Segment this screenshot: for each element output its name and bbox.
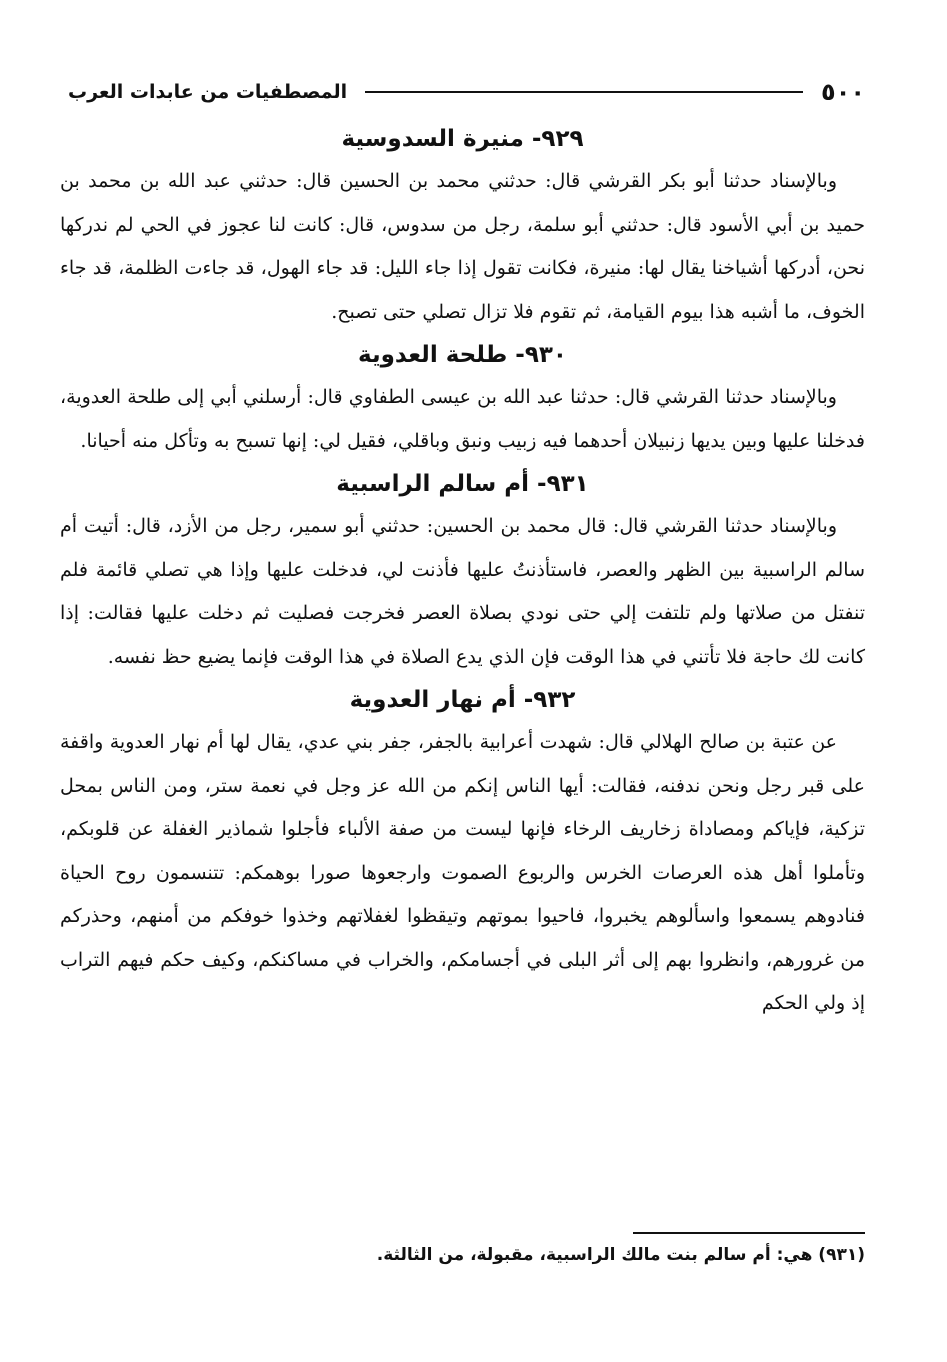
entry-929 xyxy=(60,118,865,334)
page-number: ٥٠٠ xyxy=(821,78,865,106)
entry-body: وبالإسناد حدثنا القرشي قال: قال محمد بن الحسين: حدثني أبو سمير، رجل من الأزد، قال: أتيت أم سالم الراسبية بين الظهر والعصر، فاستأذنتُ عليها فأذنت لي، فدخلت عليها وإذا هي تصلي قائمة فلم تنفتل من صلاتها ولم تلتفت إلي حتى نودي بصلاة العصر فخرجت فصليت ثم دخلت عليها فقالت: إذا كانت لك حاجة فلا تأتني في هذا الوقت فإن الذي يدع الصلاة في هذا الوقت فإنما يضيع حظ نفسه. xyxy=(60,515,865,668)
entry-931 xyxy=(60,463,865,679)
entry-932 xyxy=(60,679,865,1026)
footnote: (٩٣١) هي: أم سالم بنت مالك الراسبية، مقبولة، من الثالثة. xyxy=(376,1245,865,1265)
running-title: المصطفيات من عابدات العرب xyxy=(68,81,348,103)
entry-title: ٩٣٠- طلحة العدوية xyxy=(358,342,567,368)
entry-body: وبالإسناد حدثنا أبو بكر القرشي قال: حدثني محمد بن الحسين قال: حدثني عبد الله بن محمد بن حميد بن أبي الأسود قال: حدثني أبو سلمة، رجل من سدوس، قال: كانت لنا عجوز في الحي لم ندركها نحن، أدركها أشياخنا يقال لها: منيرة، فكانت تقول إذا جاء الليل: قد جاء الهول، قد جاءت الظلمة، قد جاء الخوف، ما أشبه هذا بيوم القيامة، ثم تقوم فلا تزال تصلي حتى تصبح. xyxy=(60,170,865,323)
page-header xyxy=(68,72,865,112)
entry-930 xyxy=(60,334,865,463)
entry-title: ٩٢٩- منيرة السدوسية xyxy=(341,126,584,152)
entry-body: عن عتبة بن صالح الهلالي قال: شهدت أعرابية بالجفر، جفر بني عدي، يقال لها أم نهار العدوية واقفة على قبر رجل ونحن ندفنه، فقالت: أيها الناس إنكم من الله عز وجل في نعمة ستر، ومن الناس بمحل تزكية، فإياكم ومصاداة زخاريف الرخاء فإنها ليست من صفة الألباء فأجلوا شماذير الغفلة عن قلوبكم، وتأملوا أهل هذه العرصات الخرس والربوع الصموت وارجعوها صورا بوهمكم: تتنسمون روح الحياة فنادوهم يسمعوا واسألوهم يخبروا، فاحيوا بموتهم وتيقظوا لغفلاتهم وخذوا خوفكم من أمنهم، وحذركم من غرورهم، وانظروا بهم إلى أثر البلى في أجسامكم، والخراب في مساكنكم، وكيف حكم فيهم التراب إذ ولي الحكم xyxy=(60,731,865,1014)
header-rule xyxy=(365,91,803,93)
footnote-rule xyxy=(633,1232,865,1234)
entry-body: وبالإسناد حدثنا القرشي قال: حدثنا عبد الله بن عيسى الطفاوي قال: أرسلني أبي إلى طلحة العدوية، فدخلنا عليها وبين يديها زنبيلان أحدهما فيه زبيب ونبق وباقلي، فقيل لي: إنها تسبح به وتأكل منه أحيانا. xyxy=(60,386,865,452)
entry-title: ٩٣٢- أم نهار العدوية xyxy=(349,687,576,713)
page-content xyxy=(60,118,865,1026)
entry-title: ٩٣١- أم سالم الراسبية xyxy=(336,471,589,497)
